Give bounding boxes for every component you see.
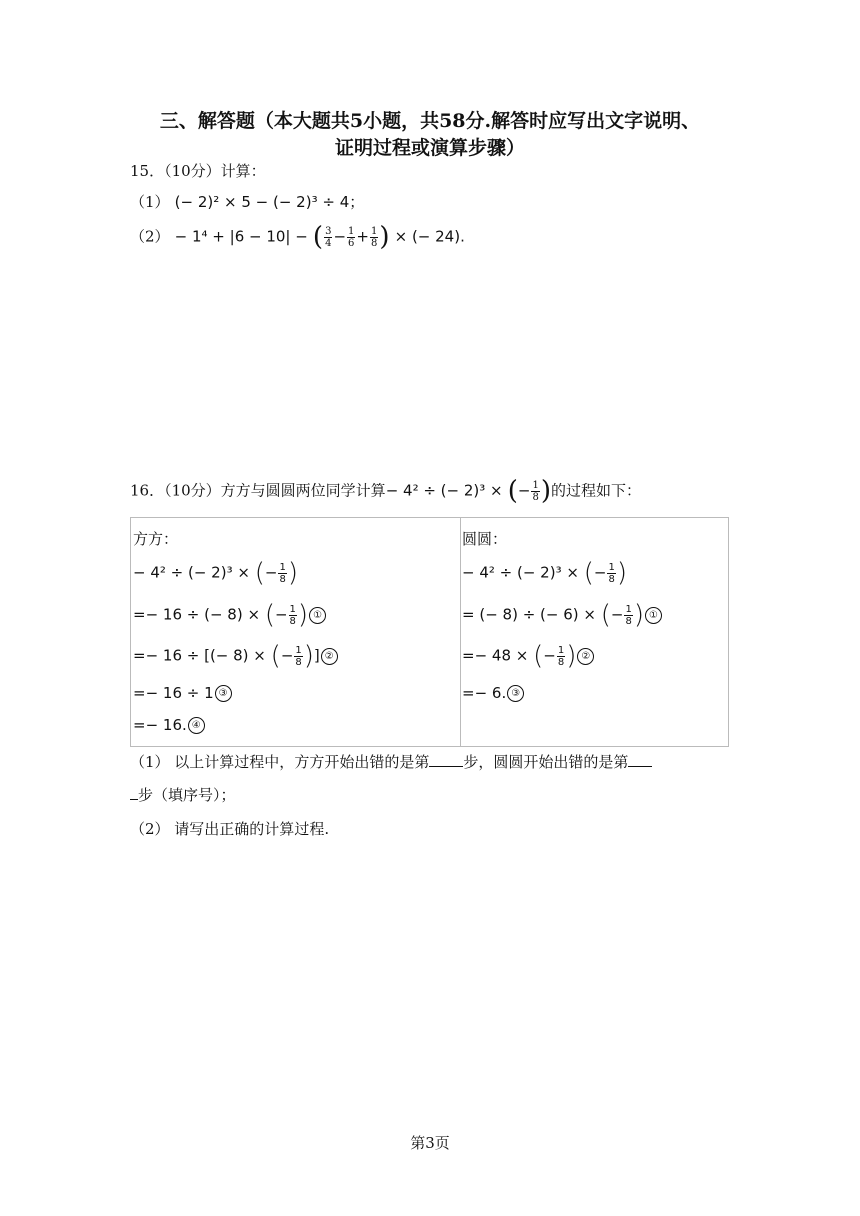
- fang-line4: =− 16 ÷ 1 ③: [133, 684, 232, 702]
- comparison-table: [130, 517, 729, 747]
- fang-line1: − 4² ÷ (− 2)³ × (− $\frac{1}{8}$ ): [133, 558, 298, 588]
- step-mark: ②: [321, 648, 338, 665]
- yuan-line4: =− 6. ③: [462, 684, 524, 702]
- section-heading-line2: 证明过程或演算步骤）: [334, 137, 525, 159]
- fang-line3: =− 16 ÷ [(− 8) × (− $\frac{1}{8}$ )] ②: [133, 643, 338, 669]
- answer-blank-fang[interactable]: [429, 752, 463, 767]
- fang-name: 方方：: [133, 530, 179, 548]
- fraction-1-8: $\frac{1}{8}$: [532, 479, 539, 503]
- step-mark: ③: [215, 685, 232, 702]
- step-mark: ①: [309, 607, 326, 624]
- fraction-1-8: $\frac{1}{8}$: [370, 225, 378, 249]
- fraction-1-6: $\frac{1}{6}$: [348, 225, 355, 249]
- left-paren: (: [312, 222, 324, 252]
- q16-expression: − 4² ÷ (− 2)³ ×: [385, 481, 503, 500]
- yuan-line1: − 4² ÷ (− 2)³ × (− $\frac{1}{8}$ ): [462, 558, 627, 588]
- fang-line2: =− 16 ÷ (− 8) × (− $\frac{1}{8}$ ) ①: [133, 602, 326, 628]
- q15-part1-number: （1）: [130, 193, 170, 211]
- answer-blank-yuan-part1[interactable]: [628, 752, 652, 767]
- step-mark: ②: [577, 648, 594, 665]
- yuan-name: 圆圆：: [462, 530, 508, 548]
- q15-part2: （2） − 1⁴ + |6 − 10| − ( $\frac{3}{4}$ − $\frac{1}{6}$ + $\frac{1}{8}$ ) × (− 24).: [130, 222, 465, 252]
- q15-part2-prefix: − 1⁴ + |6 − 10| −: [174, 227, 308, 246]
- q16-sub2: （2） 请写出正确的计算过程.: [130, 820, 330, 838]
- yuan-line2: = (− 8) ÷ (− 6) × (− $\frac{1}{8}$ ) ①: [462, 602, 662, 628]
- q16-sub1-line2: 步（填序号）；: [130, 784, 236, 805]
- q16-sub1-line1: （1） 以上计算过程中，方方开始出错的是第 步，圆圆开始出错的是第: [130, 751, 652, 772]
- q16-label: 16．（10分）方方与圆圆两位同学计算: [130, 481, 386, 500]
- fraction-3-4: $\frac{3}{4}$: [325, 225, 332, 249]
- fang-line5: =− 16. ④: [133, 716, 205, 734]
- answer-blank-yuan-part2[interactable]: [130, 785, 138, 800]
- right-paren: ): [379, 222, 390, 252]
- q15-part2-number: （2）: [130, 227, 170, 246]
- step-mark: ④: [188, 717, 205, 734]
- step-mark: ①: [645, 607, 662, 624]
- yuan-line3: =− 48 × (− $\frac{1}{8}$ ) ②: [462, 643, 594, 669]
- step-mark: ③: [507, 685, 524, 702]
- q16-label-tail: 的过程如下：: [550, 481, 641, 500]
- q15-part1-expression: (− 2)² × 5 − (− 2)³ ÷ 4；: [174, 193, 365, 211]
- section-heading-line1: 三、解答题（本大题共5小题，共58分.解答时应写出文字说明、: [159, 110, 701, 132]
- q15-part2-suffix: × (− 24).: [394, 227, 465, 246]
- q15-label: 15．（10分）计算：: [130, 162, 266, 180]
- q15-part1: [130, 191, 364, 212]
- page-number: 第3页: [410, 1134, 450, 1152]
- q16-stem: 16．（10分）方方与圆圆两位同学计算− 4² ÷ (− 2)³ × (− $\frac{1}{8}$ )的过程如下：: [130, 476, 641, 506]
- table-divider: [460, 518, 461, 746]
